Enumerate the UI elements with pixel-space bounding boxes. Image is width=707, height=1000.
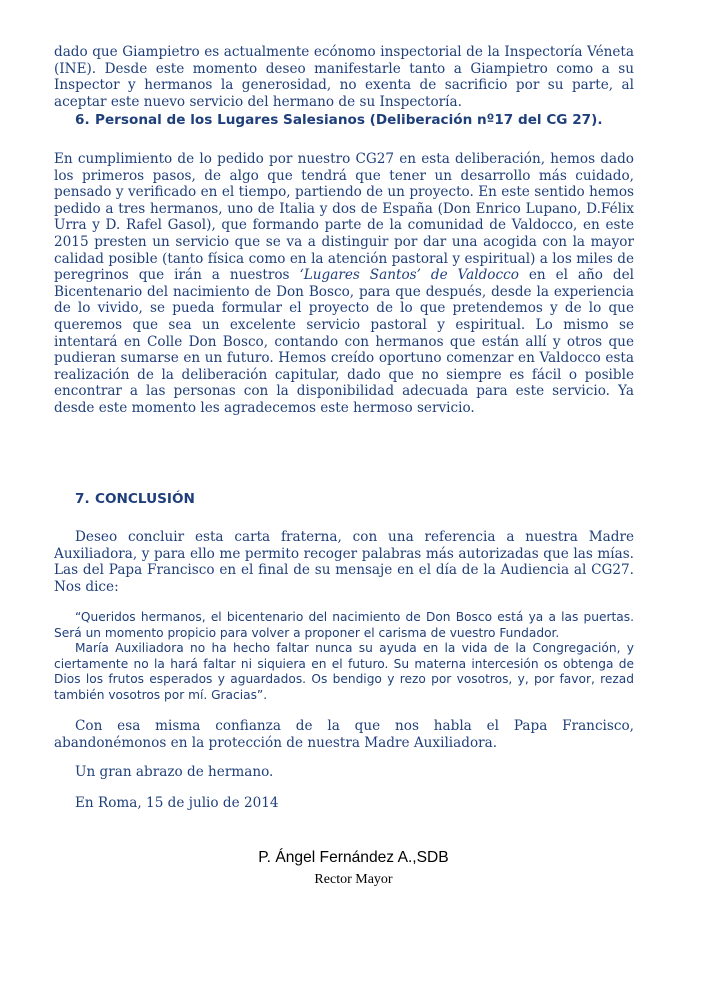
place-date: En Roma, 15 de julio de 2014 [75,795,279,811]
closing-paragraph: Con esa misma confianza de la que nos habla el Papa Francisco, abandonémonos en la protección de nuestra Madre Auxiliadora. [54,718,634,751]
section-6-text-part2: en el año del Bicentenario del nacimiento de Don Bosco, para que después, desde la experiencia de lo vivido, se pueda formular el proyecto de lo que pretendemos y de lo que queremos que sea un excelente servicio pastoral y espiritual. Lo mismo se intentará en Colle Don Bosco, contando con hermanos que están allí y otros que pudieran sumarse en un futuro. Hemos creído oportuno comenzar en Valdocco esta realización de la deliberación capitular, dado que no siempre es fácil o posible encontrar a las personas con la disponibilidad adecuada para este servicio. Ya desde este momento les agradecemos este hermoso servicio. [54,267,634,416]
section-6-text-part1: En cumplimiento de lo pedido por nuestro CG27 en esta deliberación, hemos dado los primeros pasos, de algo que tendrá que tener un desarrollo más cuidado, pensado y verificado en el tiempo, partiendo de un proyecto. En este sentido hemos pedido a tres hermanos, uno de Italia y dos de España (Don Enrico Lupano, D.Félix Urra y D. Rafel Gasol), que formando parte de la comunidad de Valdocco, en este 2015 presten un servicio que se va a distinguir por dar una acogida con la mayor calidad posible (tanto física como en la atención pastoral y espiritual) a los miles de peregrinos que irán a nuestros [54,151,634,284]
section-7-number: 7. [75,491,90,507]
quote-paragraph-1: “Queridos hermanos, el bicentenario del nacimiento de Don Bosco está ya a las puertas. Será un momento propicio para volver a proponer el carisma de vuestro Fundador. [54,610,634,640]
quote-paragraph-2: María Auxiliadora no ha hecho faltar nunca su ayuda en la vida de la Congregación, y ciertamente no la hará faltar ni siquiera en el futuro. Su materna intercesión os obtenga de Dios los frutos esperados y aguardados. Os bendigo y rezo por vosotros, y, por favor, rezad también vosotros por mí. Gracias”. [54,641,634,702]
section-7-title: CONCLUSIÓN [95,491,195,507]
section-6-number: 6. [75,112,90,128]
closing-greeting: Un gran abrazo de hermano. [75,764,274,780]
section-6-heading [75,112,675,128]
signature-role: Rector Mayor [314,872,393,887]
intro-paragraph: dado que Giampietro es actualmente ecónomo inspectorial de la Inspectoría Véneta (INE). Desde este momento deseo manifestarle tanto a Giampietro como a su Inspector y hermanos la generosidad, no exenta de sacrificio por su parte, al aceptar este nuevo servicio del hermano de su Inspectoría. [54,44,634,110]
section-6-paragraph [54,151,634,417]
section-6-italic-text: ‘Lugares Santos’ de Valdocco [299,267,519,284]
conclusion-paragraph: Deseo concluir esta carta fraterna, con una referencia a nuestra Madre Auxiliadora, y para ello me permito recoger palabras más autorizadas que las mías. Las del Papa Francisco en el final de su mensaje en el día de la Audiencia al CG27. Nos dice: [54,529,634,595]
signature-name: P. Ángel Fernández A.,SDB [258,849,449,866]
pope-quote [54,610,634,704]
section-6-title: Personal de los Lugares Salesianos (Deliberación nº17 del CG 27). [95,112,603,128]
section-7-heading [75,491,375,507]
